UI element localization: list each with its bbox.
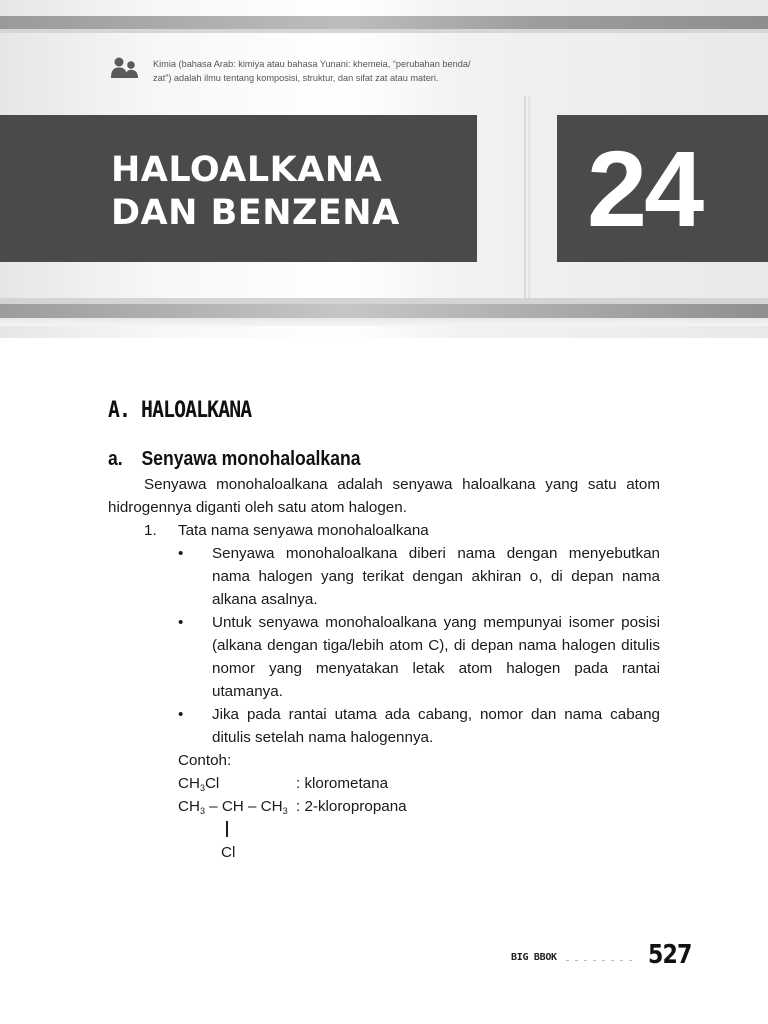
formula-ch: CH	[178, 798, 200, 815]
formula-subscript: 3	[199, 806, 205, 816]
formula-lhs	[178, 795, 288, 818]
chapter-number: 24	[587, 128, 702, 249]
chapter-title-box	[0, 115, 477, 262]
formula-ch: CH	[260, 798, 283, 815]
body-text	[108, 473, 660, 864]
quote-line-2: zat”) adalah ilmu tentang komposisi, struktur, dan sifat zat atau materi.	[153, 73, 439, 83]
chlorine-label: Cl	[221, 844, 236, 861]
formula-lhs	[178, 772, 219, 795]
bond-line	[226, 821, 228, 837]
formula-name: : klorometana	[296, 775, 389, 792]
formula-name: : 2-kloropropana	[296, 798, 407, 815]
branch-substituent	[108, 841, 660, 864]
formula-cl: Cl	[204, 775, 220, 792]
section-heading: A. HALOALKANA	[108, 398, 252, 423]
bullet-list	[108, 542, 660, 749]
banner-stripe-bottom	[0, 304, 768, 318]
example-formula-2	[108, 795, 660, 818]
intro-paragraph: Senyawa monohaloalkana adalah senyawa haloalkana yang satu atom hidrogennya diganti oleh satu atom halogen.	[108, 476, 660, 516]
bullet-item: • Senyawa monohaloalkana diberi nama dengan menyebutkan nama halogen yang terikat dengan akhiran o, di depan nama alkana asalnya.	[108, 542, 660, 611]
chapter-title-line-2: DAN BENZENA	[111, 193, 400, 233]
bullet-item: • Untuk senyawa monohaloalkana yang mempunyai isomer posisi (alkana dengan tiga/lebih atom C), di depan nama halogen ditulis nomor yang menyatakan letak atom halogen pada rantai utamanya.	[108, 611, 660, 703]
page-number: 527	[648, 940, 692, 970]
quote-line-1: Kimia (bahasa Arab: kimiya atau bahasa Yunani: khemeia, “perubahan benda/	[153, 59, 471, 69]
formula-ch: CH	[178, 775, 200, 792]
chapter-title-line-1: HALOALKANA	[111, 150, 383, 190]
people-icon	[110, 56, 140, 80]
banner-stripe-top	[0, 16, 768, 29]
bullet-item: • Jika pada rantai utama ada cabang, nomor dan nama cabang ditulis setelah nama halogennya.	[108, 703, 660, 749]
banner-divider	[524, 96, 530, 306]
chapter-banner	[0, 0, 768, 338]
example-formula-1	[108, 772, 660, 795]
item-title: Tata nama senyawa monohaloalkana	[178, 522, 429, 539]
footer-brand: BIG BBOK	[511, 952, 557, 963]
chapter-number-box	[557, 115, 768, 262]
chapter-quote	[153, 57, 513, 85]
numbered-item	[108, 519, 660, 542]
branch-bond	[108, 818, 660, 841]
chapter-title	[111, 149, 400, 235]
formula-subscript: 3	[282, 806, 288, 816]
banner-shadow	[0, 318, 768, 326]
footer-divider	[566, 960, 638, 961]
formula-subscript: 3	[199, 783, 205, 793]
subsection-heading	[108, 448, 361, 471]
subsection-letter: a.	[108, 448, 123, 470]
example-label: Contoh:	[178, 752, 232, 769]
formula-middle: – CH –	[204, 798, 261, 815]
subsection-title: Senyawa monohaloalkana	[141, 448, 361, 470]
item-number: 1.	[144, 522, 157, 539]
banner-stripe-top-light	[0, 29, 768, 33]
